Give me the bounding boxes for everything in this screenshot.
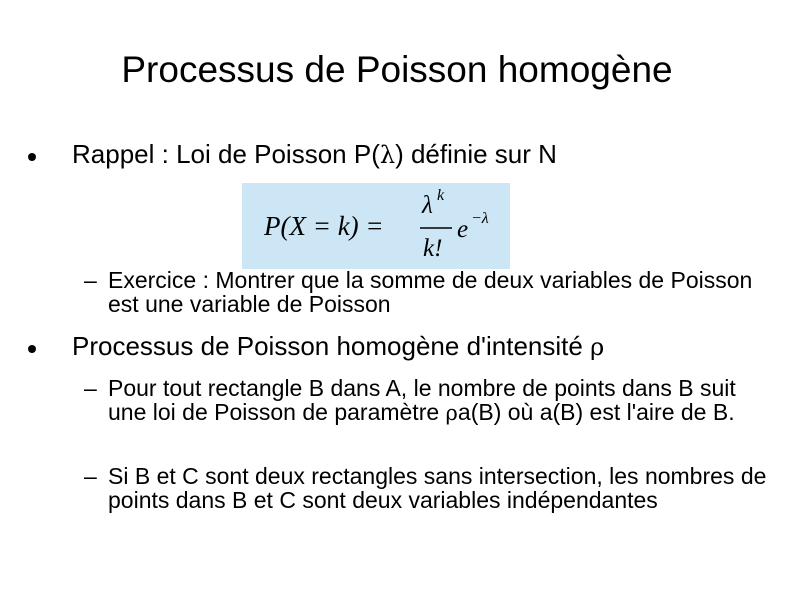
- slide-title: Processus de Poisson homogène: [121, 49, 673, 90]
- bullet-homogeneous-process: [28, 331, 604, 362]
- bullet-poisson-recall: [28, 139, 557, 170]
- bullet-dot-icon: [28, 345, 36, 353]
- dash-icon: –: [84, 463, 97, 489]
- poisson-formula-image: [242, 183, 510, 269]
- formula-exp-power: −λ: [471, 210, 489, 227]
- bullet-text: Rappel : Loi de Poisson P(λ) définie sur N: [72, 139, 557, 169]
- formula-numerator-exp: k: [437, 187, 445, 204]
- poisson-formula: [242, 183, 510, 269]
- dash-icon: –: [84, 375, 97, 401]
- rho-symbol: ρ: [590, 333, 605, 361]
- sub-bullet-rectangle-law: [84, 376, 768, 425]
- sub-bullet-text: Si B et C sont deux rectangles sans intersection, les nombres de points dans B et C sont deux variables indépendantes: [108, 463, 767, 513]
- formula-denominator: k!: [423, 235, 443, 262]
- sub-bullet-text: Pour tout rectangle B dans A, le nombre de points dans B suit une loi de Poisson de paramètre ρa(B) où a(B) est l'aire de B.: [108, 375, 736, 425]
- formula-lhs: P(X = k) =: [264, 211, 384, 241]
- dash-icon: –: [84, 267, 97, 293]
- bullet-dot-icon: [28, 153, 36, 161]
- formula-exp-base: e: [457, 216, 469, 243]
- formula-numerator-base: λ: [422, 192, 433, 219]
- rho-symbol: ρ: [445, 401, 458, 425]
- sub-bullet-independence: [84, 464, 768, 512]
- bullet-text: Processus de Poisson homogène d'intensité ρ: [72, 331, 605, 361]
- sub-bullet-text: Exercice : Montrer que la somme de deux variables de Poisson est une variable de Poisson: [108, 267, 753, 317]
- lambda-symbol: λ: [379, 141, 396, 169]
- sub-bullet-exercise: [84, 268, 768, 316]
